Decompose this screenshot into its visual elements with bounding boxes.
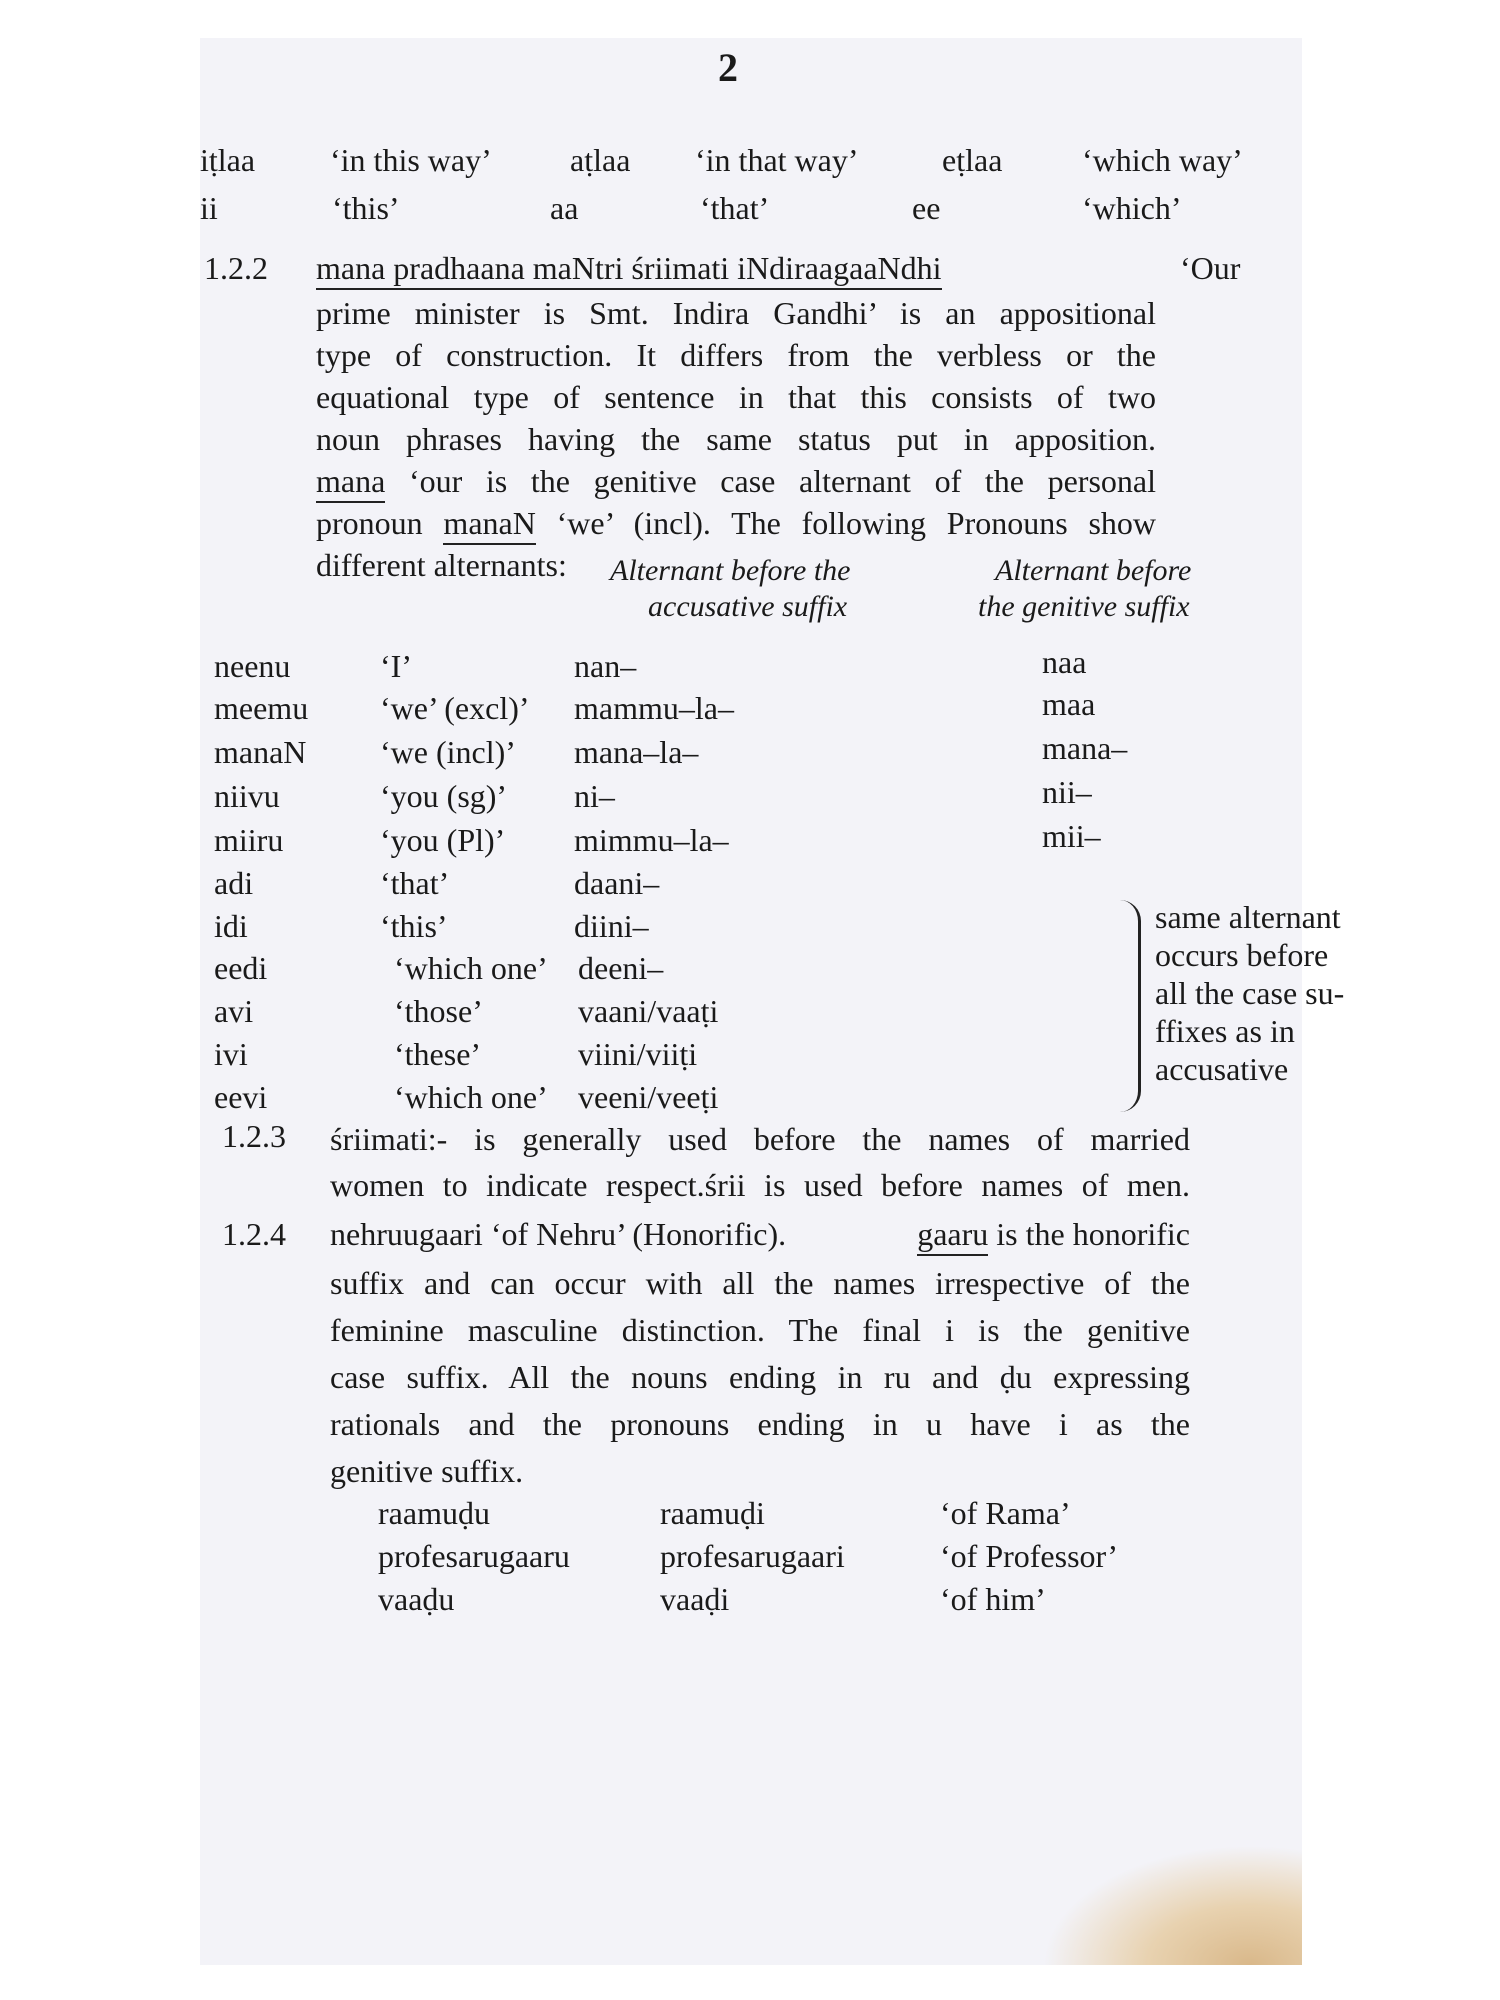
text-line: mana ‘our is the genitive case alternant of the personal — [316, 460, 1156, 502]
text-line: case suffix. All the nouns ending in ru and ḍu expressing — [330, 1359, 1190, 1395]
text-line: noun phrases having the same status put in apposition. — [316, 421, 1156, 457]
accusative-alternant: ni– — [574, 778, 615, 814]
section-1-2-2-text — [316, 292, 1156, 586]
form: ii — [200, 190, 218, 226]
genitive-alternant: maa — [1042, 686, 1096, 722]
brace-note — [1155, 898, 1390, 1088]
genitive-alternant: nii– — [1042, 774, 1092, 810]
accusative-alternant: vaani/vaaṭi — [578, 993, 719, 1029]
gloss: ‘of Professor’ — [940, 1538, 1119, 1574]
pronoun: adi — [214, 865, 254, 901]
note-line: all the case su- — [1155, 975, 1345, 1011]
gloss: ‘you (Pl)’ — [380, 822, 506, 858]
gloss: ‘of him’ — [940, 1581, 1046, 1617]
term-manaN: manaN — [443, 505, 535, 545]
accusative-alternant: mimmu–la– — [574, 822, 729, 858]
example-underlined: mana pradhaana maNtri śriimati iNdiraagaaNdhi — [316, 250, 942, 290]
gloss: ‘which’ — [1082, 190, 1182, 226]
text-line: pronoun manaN ‘we’ (incl). The following Pronouns show — [316, 502, 1156, 544]
text-line: prime minister is Smt. Indira Gandhi’ is an appositional — [316, 295, 1156, 331]
gloss: ‘which one’ — [394, 1079, 548, 1115]
text-line: equational type of sentence in that this consists of two — [316, 379, 1156, 415]
gloss: ‘that’ — [700, 190, 770, 226]
genitive-alternant: naa — [1042, 644, 1087, 680]
section-number: 1.2.3 — [222, 1118, 286, 1154]
gloss: ‘this’ — [332, 190, 400, 226]
page-number: 2 — [718, 45, 738, 90]
base-form: vaaḍu — [378, 1581, 455, 1617]
pronoun: niivu — [214, 778, 280, 814]
gloss: ‘in that way’ — [695, 142, 859, 178]
note-line: occurs before — [1155, 937, 1329, 973]
accusative-alternant: mana–la– — [574, 734, 699, 770]
accusative-alternant: deeni– — [578, 950, 664, 986]
accusative-alternant: veeni/veeṭi — [578, 1079, 719, 1115]
text-line: suffix and can occur with all the names irrespective of the — [330, 1265, 1190, 1301]
accusative-alternant: mammu–la– — [574, 690, 734, 726]
right-brace — [1120, 900, 1141, 1112]
gloss: ‘in this way’ — [330, 142, 492, 178]
header-genitive-line2: the genitive suffix — [978, 590, 1190, 623]
pronoun: idi — [214, 908, 248, 944]
text-line: different alternants: — [316, 547, 567, 583]
form: eṭlaa — [942, 142, 1003, 178]
gloss: ‘we’ (excl)’ — [380, 690, 530, 726]
pronoun: neenu — [214, 648, 291, 684]
note-line: same alternant — [1155, 899, 1341, 935]
paper-stain — [1042, 1845, 1302, 1965]
gloss: ‘that’ — [380, 865, 450, 901]
text-line: ‘Our — [1180, 250, 1241, 286]
gloss: ‘these’ — [394, 1036, 482, 1072]
text-line: type of construction. It differs from the verbless or the — [316, 337, 1156, 373]
term-mana: mana — [316, 463, 385, 503]
accusative-alternant: diini– — [574, 908, 649, 944]
genitive-alternant: mana– — [1042, 730, 1128, 766]
pronoun: manaN — [214, 734, 307, 770]
pronoun: ivi — [214, 1036, 248, 1072]
pronoun: eevi — [214, 1079, 268, 1115]
text-line: rationals and the pronouns ending in u have i as the — [330, 1406, 1190, 1442]
gloss: ‘those’ — [394, 993, 483, 1029]
genitive-alternant: mii– — [1042, 818, 1101, 854]
gloss: ‘I’ — [380, 648, 412, 684]
text-line: women to indicate respect.śrii is used before names of men. — [330, 1167, 1190, 1203]
pronoun: meemu — [214, 690, 309, 726]
text-line: genitive suffix. — [330, 1453, 524, 1489]
genitive-form: profesarugaari — [660, 1538, 845, 1574]
text-line: feminine masculine distinction. The final i is the genitive — [330, 1312, 1190, 1348]
pronoun: miiru — [214, 822, 284, 858]
scanned-page — [200, 38, 1345, 1965]
base-form: raamuḍu — [378, 1495, 490, 1531]
term-gaaru: gaaru — [917, 1216, 988, 1256]
genitive-form: vaaḍi — [660, 1581, 730, 1617]
gloss: ‘which one’ — [394, 950, 548, 986]
section-number: 1.2.2 — [204, 250, 268, 286]
accusative-alternant: nan– — [574, 648, 637, 684]
text-line: śriimati:- is generally used before the names of married — [330, 1121, 1190, 1157]
pronoun: eedi — [214, 950, 268, 986]
note-line: accusative — [1155, 1051, 1289, 1087]
pronoun: avi — [214, 993, 254, 1029]
header-accusative-line2: accusative suffix — [648, 590, 848, 623]
header-genitive-line1: Alternant before — [995, 554, 1192, 587]
gloss: ‘this’ — [380, 908, 448, 944]
gloss: ‘we (incl)’ — [380, 734, 516, 770]
base-form: profesarugaaru — [378, 1538, 570, 1574]
genitive-form: raamuḍi — [660, 1495, 765, 1531]
header-accusative-line1: Alternant before the — [610, 554, 851, 587]
form: iṭlaa — [200, 142, 256, 178]
form: aṭlaa — [570, 142, 631, 178]
section-number: 1.2.4 — [222, 1216, 286, 1252]
gloss: ‘of Rama’ — [940, 1495, 1071, 1531]
gloss: ‘you (sg)’ — [380, 778, 508, 814]
section-1-2-4-text — [330, 1260, 1190, 1495]
example-sentence — [316, 248, 942, 288]
section-1-2-3-text — [330, 1116, 1190, 1208]
note-line: ffixes as in — [1155, 1013, 1295, 1049]
text-line: nehruugaari ‘of Nehru’ (Honorific). gaaru is the honorific — [330, 1214, 1190, 1254]
form: aa — [550, 190, 579, 226]
accusative-alternant: viini/viiṭi — [578, 1036, 698, 1072]
form: ee — [912, 190, 941, 226]
gloss: ‘which way’ — [1082, 142, 1243, 178]
accusative-alternant: daani– — [574, 865, 660, 901]
